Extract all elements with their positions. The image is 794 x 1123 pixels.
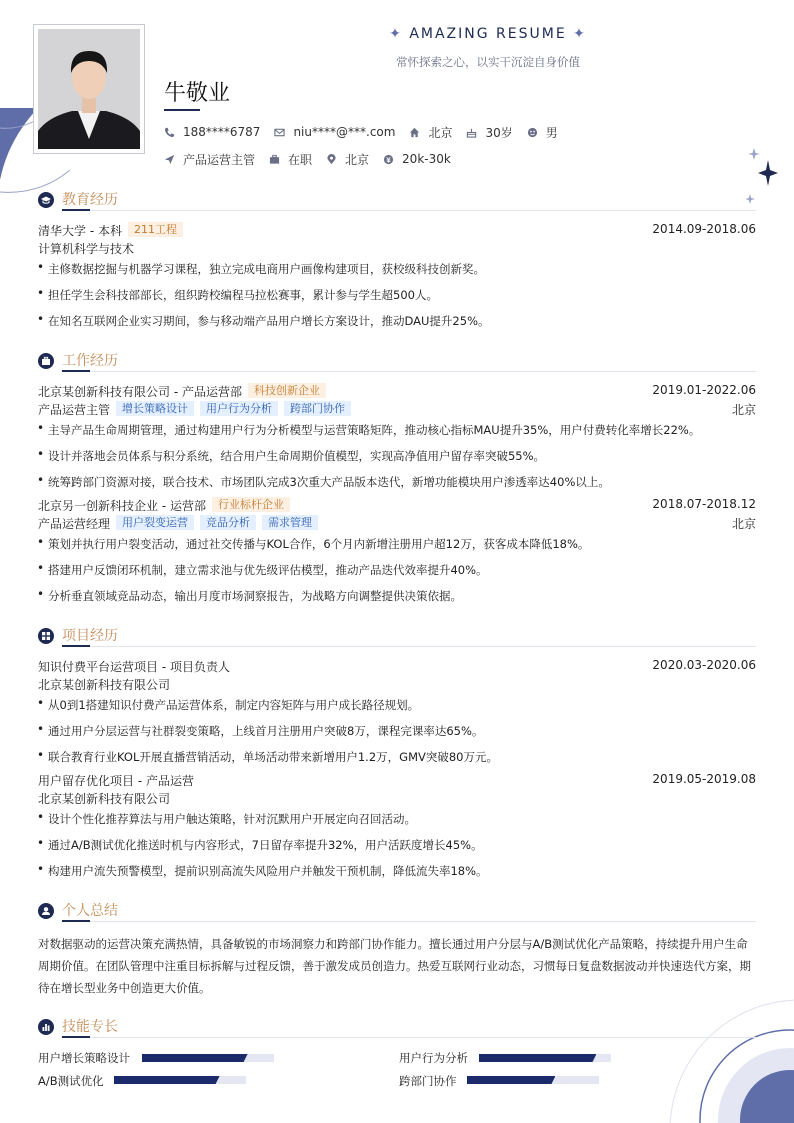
contact-info-row	[164, 124, 572, 140]
skill-bar	[479, 1054, 611, 1062]
company-tag: 科技创新企业	[248, 383, 326, 398]
project-company: 北京某创新科技有限公司	[38, 678, 171, 692]
skill-tag: 竞品分析	[200, 515, 256, 530]
skill-tag: 用户行为分析	[200, 401, 278, 416]
skill-name: A/B测试优化	[38, 1074, 104, 1088]
section-divider	[62, 1037, 756, 1038]
work-date: 2019.01-2022.06	[652, 383, 756, 397]
briefcase-icon	[269, 154, 280, 165]
skill-bar-fill	[114, 1076, 220, 1084]
job-title: 产品运营主管	[38, 403, 111, 417]
skill-bar	[467, 1076, 599, 1084]
info-email: niu****@***.com	[274, 125, 395, 139]
section-title: 工作经历	[62, 353, 118, 369]
banner-subtitle: 常怀探索之心，以实干沉淀自身价值	[396, 55, 580, 69]
cake-icon	[466, 127, 477, 138]
section-skills-header	[38, 1016, 756, 1038]
company-name: 北京某创新科技有限公司 - 产品运营部	[38, 385, 242, 399]
section-divider-accent	[62, 645, 90, 647]
location-icon	[326, 154, 337, 165]
name-underline	[164, 109, 200, 111]
section-divider-accent	[62, 1036, 90, 1038]
briefcase-section-icon	[38, 353, 54, 369]
info-phone: 188****6787	[164, 125, 260, 139]
info-city: 北京	[409, 124, 452, 141]
work-city: 北京	[731, 517, 756, 531]
info-status: 在职	[269, 151, 312, 168]
info-work-city: 北京	[326, 151, 369, 168]
project-name-row	[38, 772, 756, 788]
user-icon	[38, 903, 54, 919]
section-title: 教育经历	[62, 192, 118, 208]
section-title: 技能专长	[62, 1019, 118, 1035]
section-divider	[62, 921, 756, 922]
corner-circle-decoration	[660, 990, 794, 1123]
section-title: 项目经历	[62, 628, 118, 644]
skill-bar-fill	[479, 1054, 596, 1062]
job-title: 产品运营经理	[38, 517, 111, 531]
job-intent-row	[164, 151, 465, 167]
skill-bar-fill	[467, 1076, 555, 1084]
skill-bar	[114, 1076, 246, 1084]
info-gender: 男	[527, 124, 558, 141]
money-icon	[383, 154, 394, 165]
work-title-row	[38, 401, 756, 417]
profile-photo-frame	[33, 24, 145, 154]
education-date: 2014.09-2018.06	[652, 222, 756, 236]
education-school-row	[38, 222, 756, 238]
project-name-row	[38, 658, 756, 674]
candidate-name: 牛敬业	[164, 81, 231, 106]
work-company-row	[38, 383, 756, 399]
section-summary-header	[38, 900, 756, 922]
company-name: 北京另一创新科技企业 - 运营部	[38, 499, 206, 513]
school-name: 清华大学 - 本科	[38, 224, 122, 238]
sparkle-left-icon: ✦	[389, 26, 403, 42]
skill-tag: 需求管理	[262, 515, 318, 530]
gender-icon	[527, 127, 538, 138]
section-divider	[62, 646, 756, 647]
send-icon	[164, 154, 175, 165]
info-salary: 20k-30k	[383, 152, 451, 166]
banner-title: ✦ AMAZING RESUME ✦	[389, 26, 587, 42]
bar-chart-icon	[38, 1019, 54, 1035]
section-divider	[62, 371, 756, 372]
skill-bar-fill	[142, 1054, 248, 1062]
skill-name: 用户行为分析	[399, 1051, 468, 1065]
section-project-header	[38, 625, 756, 647]
profile-photo	[38, 29, 140, 149]
work-city: 北京	[731, 403, 756, 417]
graduation-cap-icon	[38, 192, 54, 208]
section-divider	[62, 210, 756, 211]
work-title-row	[38, 515, 756, 531]
section-divider-accent	[62, 209, 90, 211]
skill-name: 跨部门协作	[399, 1074, 457, 1088]
work-date: 2018.07-2018.12	[652, 497, 756, 511]
section-divider-accent	[62, 920, 90, 922]
sparkle-right-icon: ✦	[573, 26, 587, 42]
info-position: 产品运营主管	[164, 151, 255, 168]
project-date: 2019.05-2019.08	[652, 772, 756, 786]
company-tag: 行业标杆企业	[212, 497, 290, 512]
skill-tag: 增长策略设计	[116, 401, 194, 416]
skill-tag: 用户裂变运营	[116, 515, 194, 530]
project-name: 知识付费平台运营项目 - 项目负责人	[38, 660, 230, 674]
project-company: 北京某创新科技有限公司	[38, 792, 171, 806]
skill-tag: 跨部门协作	[284, 401, 351, 416]
skill-name: 用户增长策略设计	[38, 1051, 130, 1065]
section-divider-accent	[62, 370, 90, 372]
skill-bar	[142, 1054, 274, 1062]
section-work-header	[38, 350, 756, 372]
mail-icon	[274, 127, 285, 138]
summary-text: 对数据驱动的运营决策充满热情，具备敏锐的市场洞察力和跨部门协作能力。擅长通过用户分层与A/B测试优化产品策略，持续提升用户生命周期价值。在团队管理中注重目标拆解与过程反馈，善于激发成员创造力。热爱互联网行业动态，习惯每日复盘数据波动并快速迭代方案，期待在增长型业务中创造更大价值。	[38, 937, 751, 995]
work-company-row	[38, 497, 756, 513]
school-tag: 211工程	[128, 222, 183, 237]
phone-icon	[164, 127, 175, 138]
project-date: 2020.03-2020.06	[652, 658, 756, 672]
education-major: 计算机科学与技术	[38, 242, 135, 256]
home-icon	[409, 127, 420, 138]
project-name: 用户留存优化项目 - 产品运营	[38, 774, 194, 788]
grid-icon	[38, 628, 54, 644]
section-title: 个人总结	[62, 903, 118, 919]
info-age: 30岁	[466, 124, 512, 141]
section-education-header	[38, 189, 756, 211]
